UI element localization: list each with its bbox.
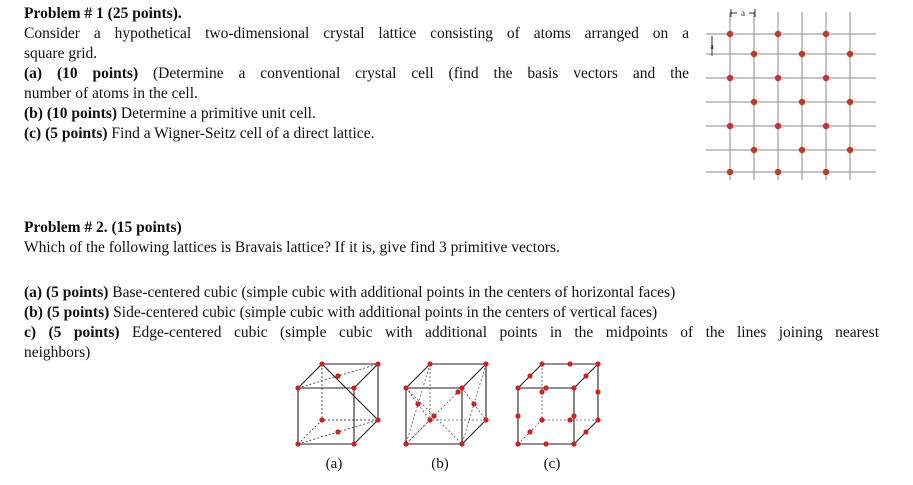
cube-a-edge	[354, 420, 378, 444]
lattice-point	[459, 441, 464, 446]
lattice-atom	[847, 147, 853, 153]
lattice-point	[539, 361, 544, 366]
problem-2-part-c-line-1	[24, 323, 879, 343]
problem-2-part-c-line-2: neighbors)	[24, 344, 91, 361]
edge-midpoint	[527, 429, 532, 434]
lattice-atom	[847, 99, 853, 105]
lattice-point	[571, 385, 576, 390]
square-lattice-figure	[700, 4, 880, 182]
edge-midpoint	[583, 373, 588, 378]
part-a-label: (a) (10 points)	[24, 65, 139, 82]
part-b-text: Side-centered cubic (simple cubic with additional points in the centers of vertical faces)	[113, 304, 658, 321]
part-a-text: Base-centered cubic (simple cubic with additional points in the centers of horizontal faces)	[112, 284, 676, 301]
spacing-label-horizontal: a	[741, 8, 745, 18]
lattice-point	[403, 385, 408, 390]
edge-midpoint	[543, 385, 548, 390]
lattice-atom	[751, 51, 757, 57]
lattice-atom	[823, 169, 829, 175]
edge-midpoint	[527, 373, 532, 378]
lattice-point	[427, 361, 432, 366]
lattice-atom	[751, 147, 757, 153]
problem-1	[24, 4, 689, 144]
lattice-atom	[799, 51, 805, 57]
lattice-point	[539, 417, 544, 422]
lattice-atom	[847, 51, 853, 57]
part-a-label: (a) (5 points)	[24, 284, 109, 301]
cube-c-front-face	[518, 388, 574, 444]
cube-a-edge	[354, 364, 378, 388]
lattice-atom	[727, 75, 733, 81]
spacing-label-vertical: a	[710, 42, 714, 51]
lattice-point	[375, 361, 380, 366]
edge-midpoint	[571, 413, 576, 418]
problem-1-part-b	[24, 104, 689, 124]
lattice-atom	[823, 31, 829, 37]
face-center-point	[335, 429, 340, 434]
part-c-label: c) (5 points)	[24, 324, 120, 341]
cubic-lattices-figure	[290, 356, 620, 474]
part-c-text: Find a Wigner-Seitz cell of a direct lattice.	[111, 125, 375, 142]
lattice-grid-lines	[706, 12, 876, 180]
lattice-atom	[727, 31, 733, 37]
lattice-point	[571, 441, 576, 446]
face-center-point	[335, 373, 340, 378]
lattice-point	[319, 361, 324, 366]
lattice-point	[403, 441, 408, 446]
edge-midpoint	[539, 389, 544, 394]
problem-2-intro: Which of the following lattices is Bravais lattice? If it is, give find 3 primitive vectors.	[24, 239, 560, 256]
lattice-atom	[775, 31, 781, 37]
lattice-atom	[775, 75, 781, 81]
edge-midpoint	[583, 429, 588, 434]
problem-1-intro-line-1: Consider a hypothetical two-dimensional crystal lattice consisting of atoms arranged on a	[24, 25, 689, 42]
problem-1-part-c	[24, 124, 689, 144]
edge-midpoint	[595, 389, 600, 394]
edge-midpoint	[567, 417, 572, 422]
lattice-atom	[775, 169, 781, 175]
lattice-atom	[727, 169, 733, 175]
face-center-point	[455, 389, 460, 394]
lattice-atom	[775, 123, 781, 129]
problem-1-title: Problem # 1 (25 points).	[24, 5, 182, 22]
cube-a-label: (a)	[325, 456, 343, 472]
edge-midpoint	[515, 413, 520, 418]
lattice-point	[295, 441, 300, 446]
lattice-atom	[823, 123, 829, 129]
part-c-label: (c) (5 points)	[24, 125, 108, 142]
part-b-text: Determine a primitive unit cell.	[120, 105, 316, 122]
lattice-atoms	[727, 31, 853, 175]
cube-b-side-centered	[403, 361, 488, 472]
cube-c-edge-centered	[515, 361, 600, 472]
lattice-point	[515, 385, 520, 390]
lattice-point	[351, 441, 356, 446]
cube-b-label: (b)	[431, 456, 449, 472]
lattice-atom	[751, 99, 757, 105]
lattice-point	[295, 385, 300, 390]
lattice-point	[459, 385, 464, 390]
lattice-point	[351, 385, 356, 390]
cube-c-points	[515, 361, 600, 446]
problem-2-title: Problem # 2. (15 points)	[24, 219, 182, 236]
part-c-text: Edge-centered cubic (simple cubic with additional points in the midpoints of the lines joining nearest	[132, 324, 879, 341]
lattice-point	[483, 417, 488, 422]
lattice-point	[375, 417, 380, 422]
problem-1-part-a-line-2: number of atoms in the cell.	[24, 85, 198, 102]
cube-a-base-centered	[295, 361, 380, 472]
lattice-point	[483, 361, 488, 366]
problem-2-parts	[24, 283, 879, 363]
face-center-point	[471, 401, 476, 406]
problem-2-part-b	[24, 303, 879, 323]
face-center-point	[415, 401, 420, 406]
lattice-atom	[799, 99, 805, 105]
problem-2	[24, 218, 879, 258]
lattice-atom	[727, 123, 733, 129]
part-b-label: (b) (10 points)	[24, 105, 118, 122]
lattice-point	[595, 361, 600, 366]
lattice-point	[427, 417, 432, 422]
edge-midpoint	[543, 441, 548, 446]
part-b-label: (b) (5 points)	[24, 304, 110, 321]
lattice-point	[595, 417, 600, 422]
cube-b-edge	[462, 420, 486, 444]
face-center-point	[431, 413, 436, 418]
lattice-point	[319, 417, 324, 422]
problem-2-part-a	[24, 283, 879, 303]
edge-midpoint	[567, 361, 572, 366]
part-a-text: (Determine a conventional crystal cell (find the basis vectors and the	[153, 65, 690, 82]
cube-c-label: (c)	[543, 456, 561, 472]
problem-1-intro-line-2: square grid.	[24, 45, 98, 62]
lattice-atom	[799, 147, 805, 153]
lattice-atom	[823, 75, 829, 81]
lattice-point	[515, 441, 520, 446]
problem-1-part-a-line-1	[24, 64, 689, 84]
